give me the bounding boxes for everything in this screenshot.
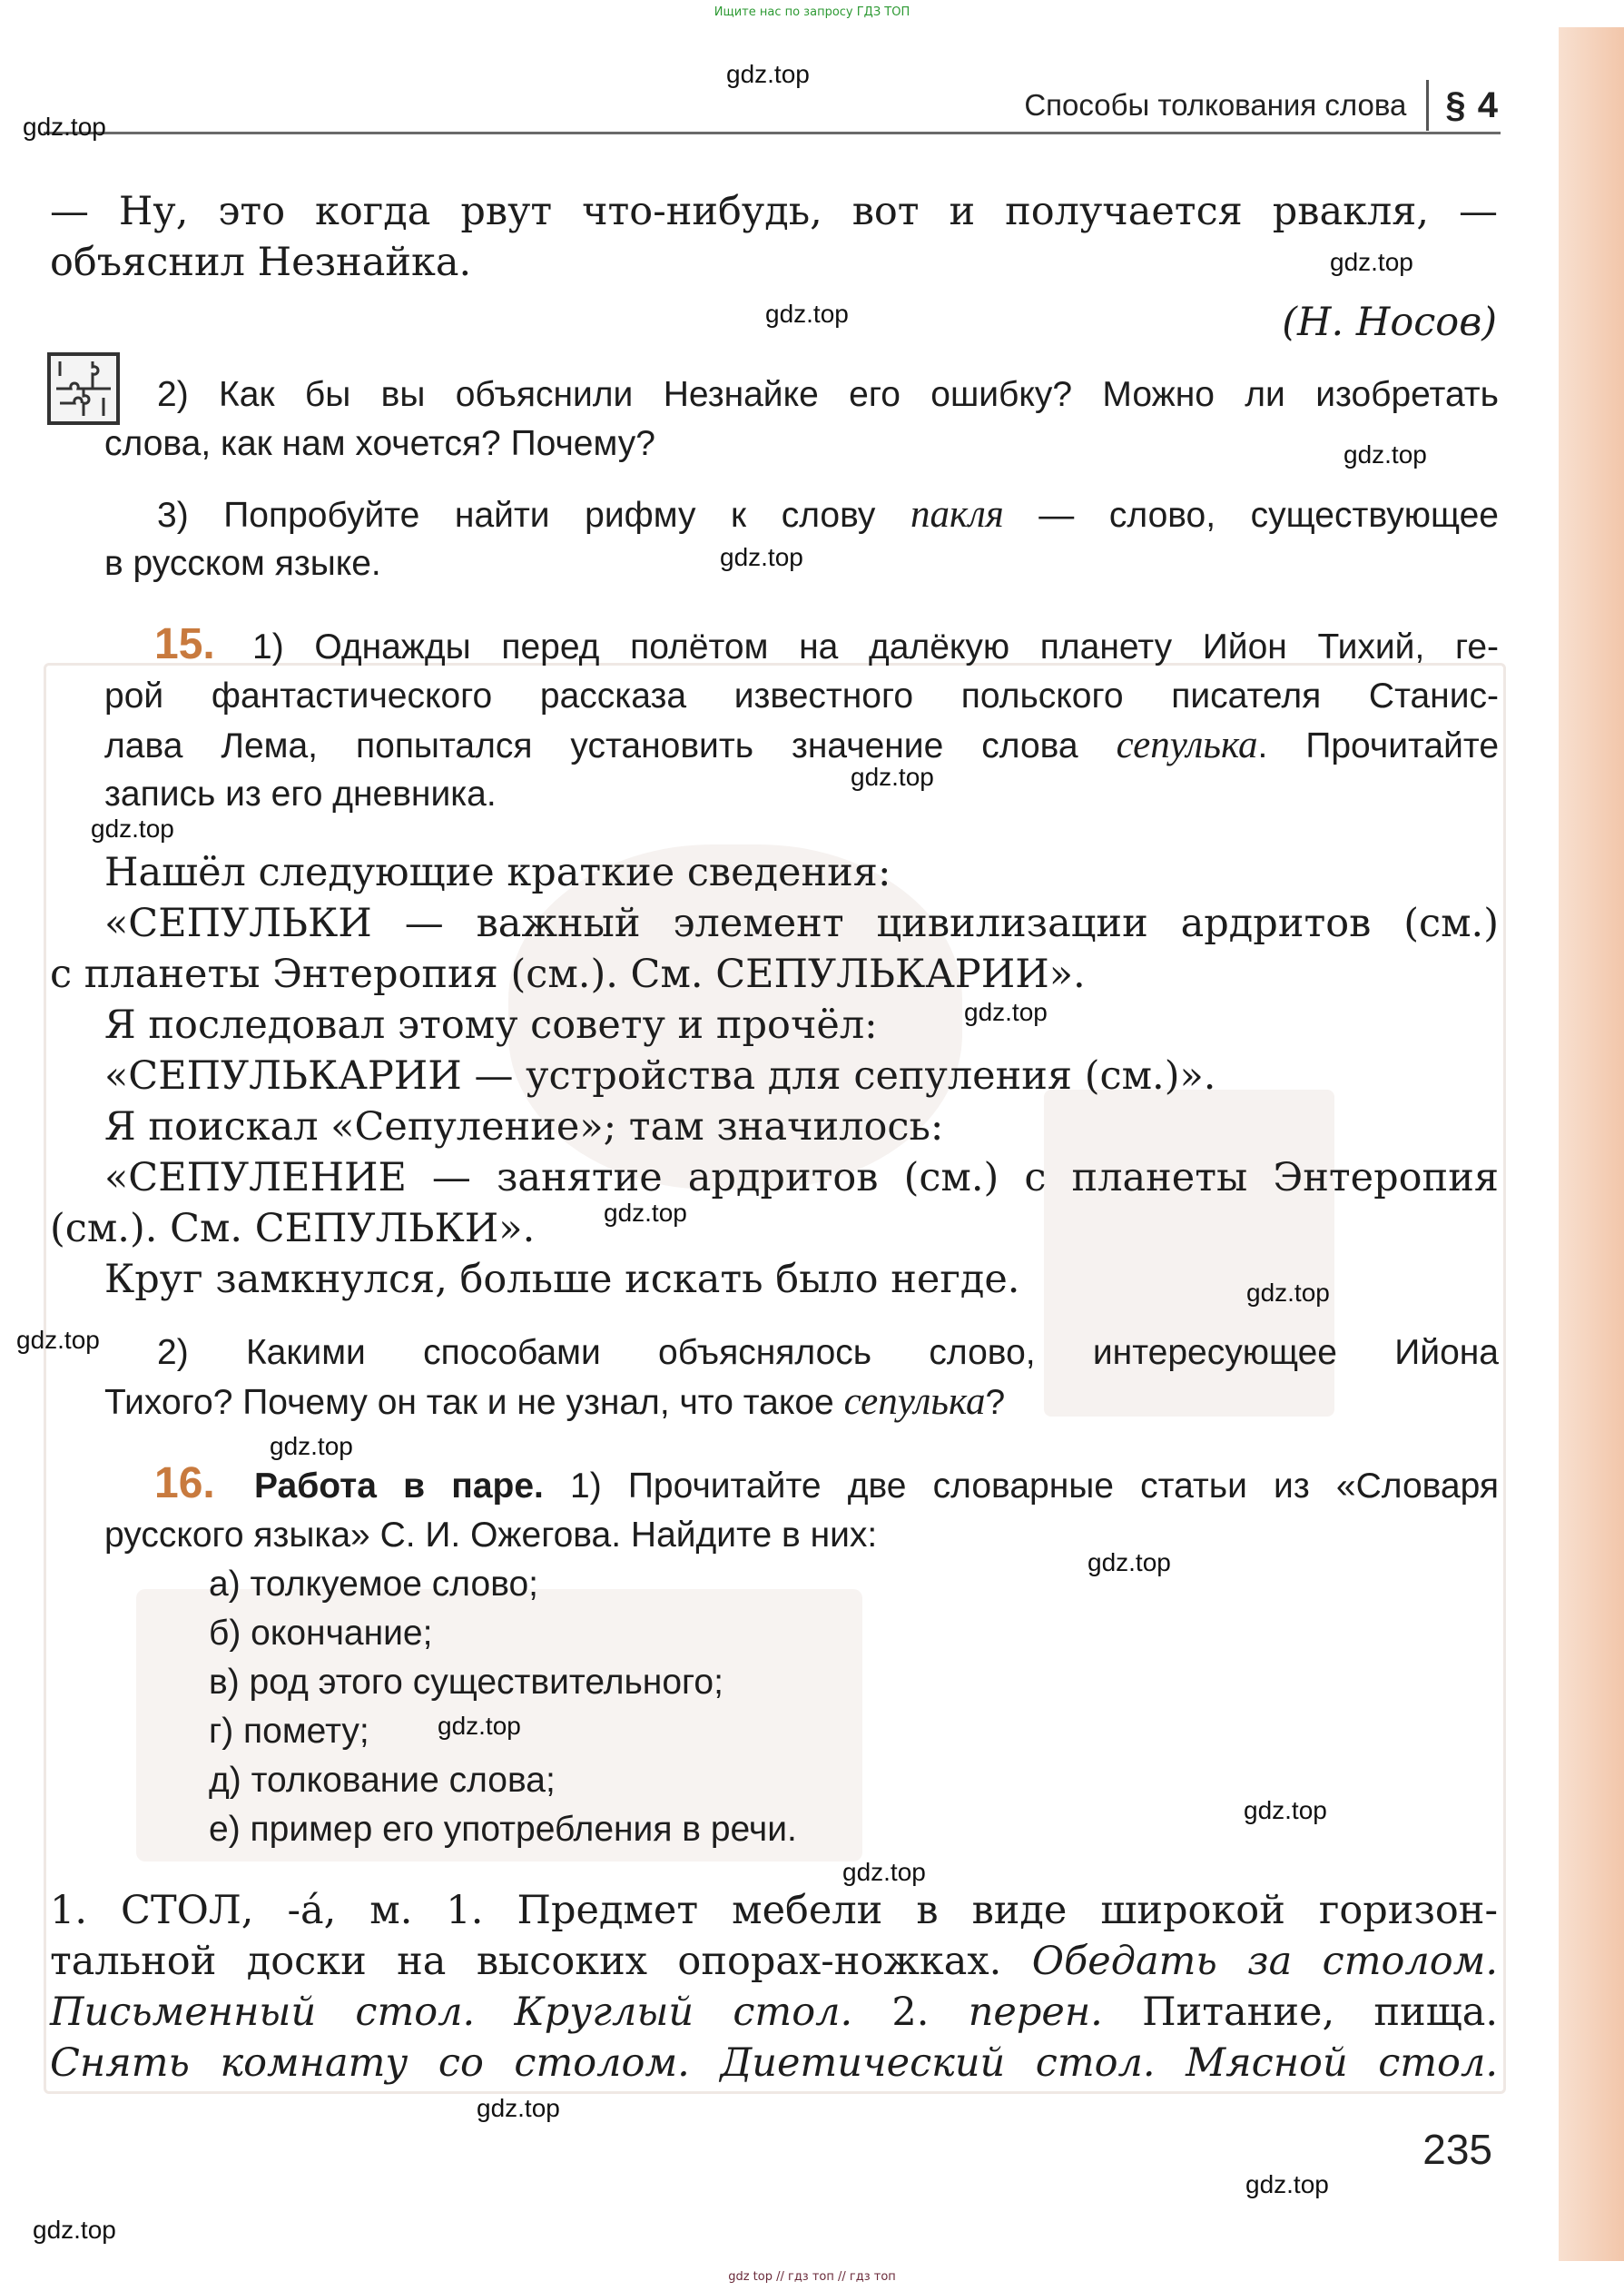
watermark: gdz.top — [1343, 440, 1427, 469]
watermark: gdz.top — [1088, 1548, 1171, 1576]
task-16-item: е) пример его употребления в речи. — [209, 1810, 797, 1849]
task-14-question-2: слова, как нам хочется? Почему? — [104, 424, 655, 463]
task-16-item: д) толкование слова; — [209, 1761, 556, 1800]
task-16-item: г) помету; — [209, 1712, 369, 1751]
watermark: gdz.top — [16, 1326, 100, 1354]
task-number: 16. — [154, 1459, 215, 1507]
watermark: gdz.top — [270, 1432, 353, 1460]
watermark: gdz.top — [842, 1858, 926, 1886]
watermark: gdz.top — [720, 543, 803, 571]
diary-line: «СЕПУЛЬКИ — важный элемент цивилизации ардритов (см.) — [104, 901, 1499, 946]
watermark: gdz.top — [438, 1712, 521, 1740]
header-paragraph-number: § 4 — [1445, 84, 1499, 125]
task-14-question-2: 2) Как бы вы объяснили Незнайке его ошибку? Можно ли изобретать — [157, 375, 1499, 414]
task-14-question-3: 3) Попробуйте найти рифму к слову пакля — слово, существующее — [157, 493, 1499, 536]
watermark: gdz.top — [851, 763, 934, 791]
watermark: gdz.top — [477, 2094, 560, 2122]
diary-line: Я последовал этому совету и прочёл: — [104, 1002, 878, 1048]
watermark: gdz.top — [1246, 1279, 1330, 1307]
watermark: gdz.top — [964, 998, 1048, 1026]
quote-line: — Ну, это когда рвут что-нибудь, вот и получается рвакля, — — [50, 189, 1498, 234]
dictionary-entry-line: тальной доски на высоких опорах-ножках. Обедать за столом. — [50, 1939, 1498, 1984]
watermark: gdz.top — [23, 113, 106, 141]
puzzle-icon — [47, 352, 120, 425]
diary-line: (см.). См. СЕПУЛЬКИ». — [50, 1206, 536, 1251]
diary-line: Нашёл следующие краткие сведения: — [104, 850, 891, 895]
dictionary-entry-line: Снять комнату со столом. Диетический стол. Мясной стол. — [50, 2040, 1498, 2086]
watermark: gdz.top — [765, 300, 849, 328]
watermark: gdz.top — [33, 2216, 116, 2244]
bottom-note[interactable]: gdz top // гдз топ // гдз топ — [728, 2270, 896, 2284]
task-15-text: рой фантастического рассказа известного польского писателя Станис- — [104, 676, 1499, 716]
quote-line: объяснил Незнайка. — [50, 240, 472, 285]
watermark: gdz.top — [604, 1199, 687, 1227]
task-14-question-3: в русском языке. — [104, 544, 381, 583]
running-header — [1024, 80, 1499, 131]
task-16-item: б) окончание; — [209, 1614, 433, 1653]
diary-line: «СЕПУЛЕНИЕ — занятие ардритов (см.) с планеты Энтеропия — [104, 1155, 1499, 1200]
dictionary-entry-line: 1. СТОЛ, -á, м. 1. Предмет мебели в виде широкой горизон- — [50, 1888, 1498, 1933]
diary-line: Я поискал «Сепуление»; там значилось: — [104, 1104, 944, 1150]
diary-line: «СЕПУЛЬКАРИИ — устройства для сепуления (см.)». — [104, 1053, 1216, 1099]
diary-line: Круг замкнулся, больше искать было негде. — [104, 1257, 1020, 1302]
page-number: 235 — [1422, 2126, 1492, 2173]
top-note[interactable]: Ищите нас по запросу ГДЗ ТОП — [714, 5, 910, 19]
watermark: gdz.top — [1244, 1796, 1327, 1824]
watermark: gdz.top — [1330, 248, 1413, 276]
pair-work-label: Работа в паре. — [254, 1466, 544, 1506]
quote-author: (Н. Носов) — [1282, 300, 1497, 345]
watermark: gdz.top — [91, 815, 174, 843]
task-15-text: 1) Однажды перед полётом на далёкую планету Ийон Тихий, ге- — [252, 627, 1499, 667]
header-rule — [44, 132, 1501, 134]
watermark: gdz.top — [1245, 2170, 1329, 2198]
task-15-question-2: 2) Какими способами объяснялось слово, интересующее Ийона — [157, 1333, 1499, 1372]
task-15-text: лава Лема, попытался установить значение слова сепулька. Прочитайте — [104, 724, 1500, 766]
task-16-item: а) толкуемое слово; — [209, 1565, 538, 1604]
task-16-text: Работа в паре. 1) Прочитайте две словарные статьи из «Словаря — [254, 1466, 1499, 1506]
task-number: 15. — [154, 620, 215, 668]
task-16-text: русского языка» С. И. Ожегова. Найдите в них: — [104, 1516, 878, 1555]
watermark: gdz.top — [726, 60, 810, 88]
task-15-question-2: Тихого? Почему он так и не узнал, что такое сепулька? — [104, 1380, 1006, 1423]
page-edge-strip — [1559, 27, 1624, 2261]
diary-line: с планеты Энтеропия (см.). См. СЕПУЛЬКАРИИ». — [50, 952, 1086, 997]
task-16-item: в) род этого существительного; — [209, 1663, 723, 1702]
header-title: Способы толкования слова — [1024, 88, 1407, 122]
dictionary-entry-line: Письменный стол. Круглый стол. 2. перен. Питание, пища. — [50, 1990, 1498, 2035]
header-separator — [1426, 80, 1429, 131]
task-15-text: запись из его дневника. — [104, 775, 497, 814]
